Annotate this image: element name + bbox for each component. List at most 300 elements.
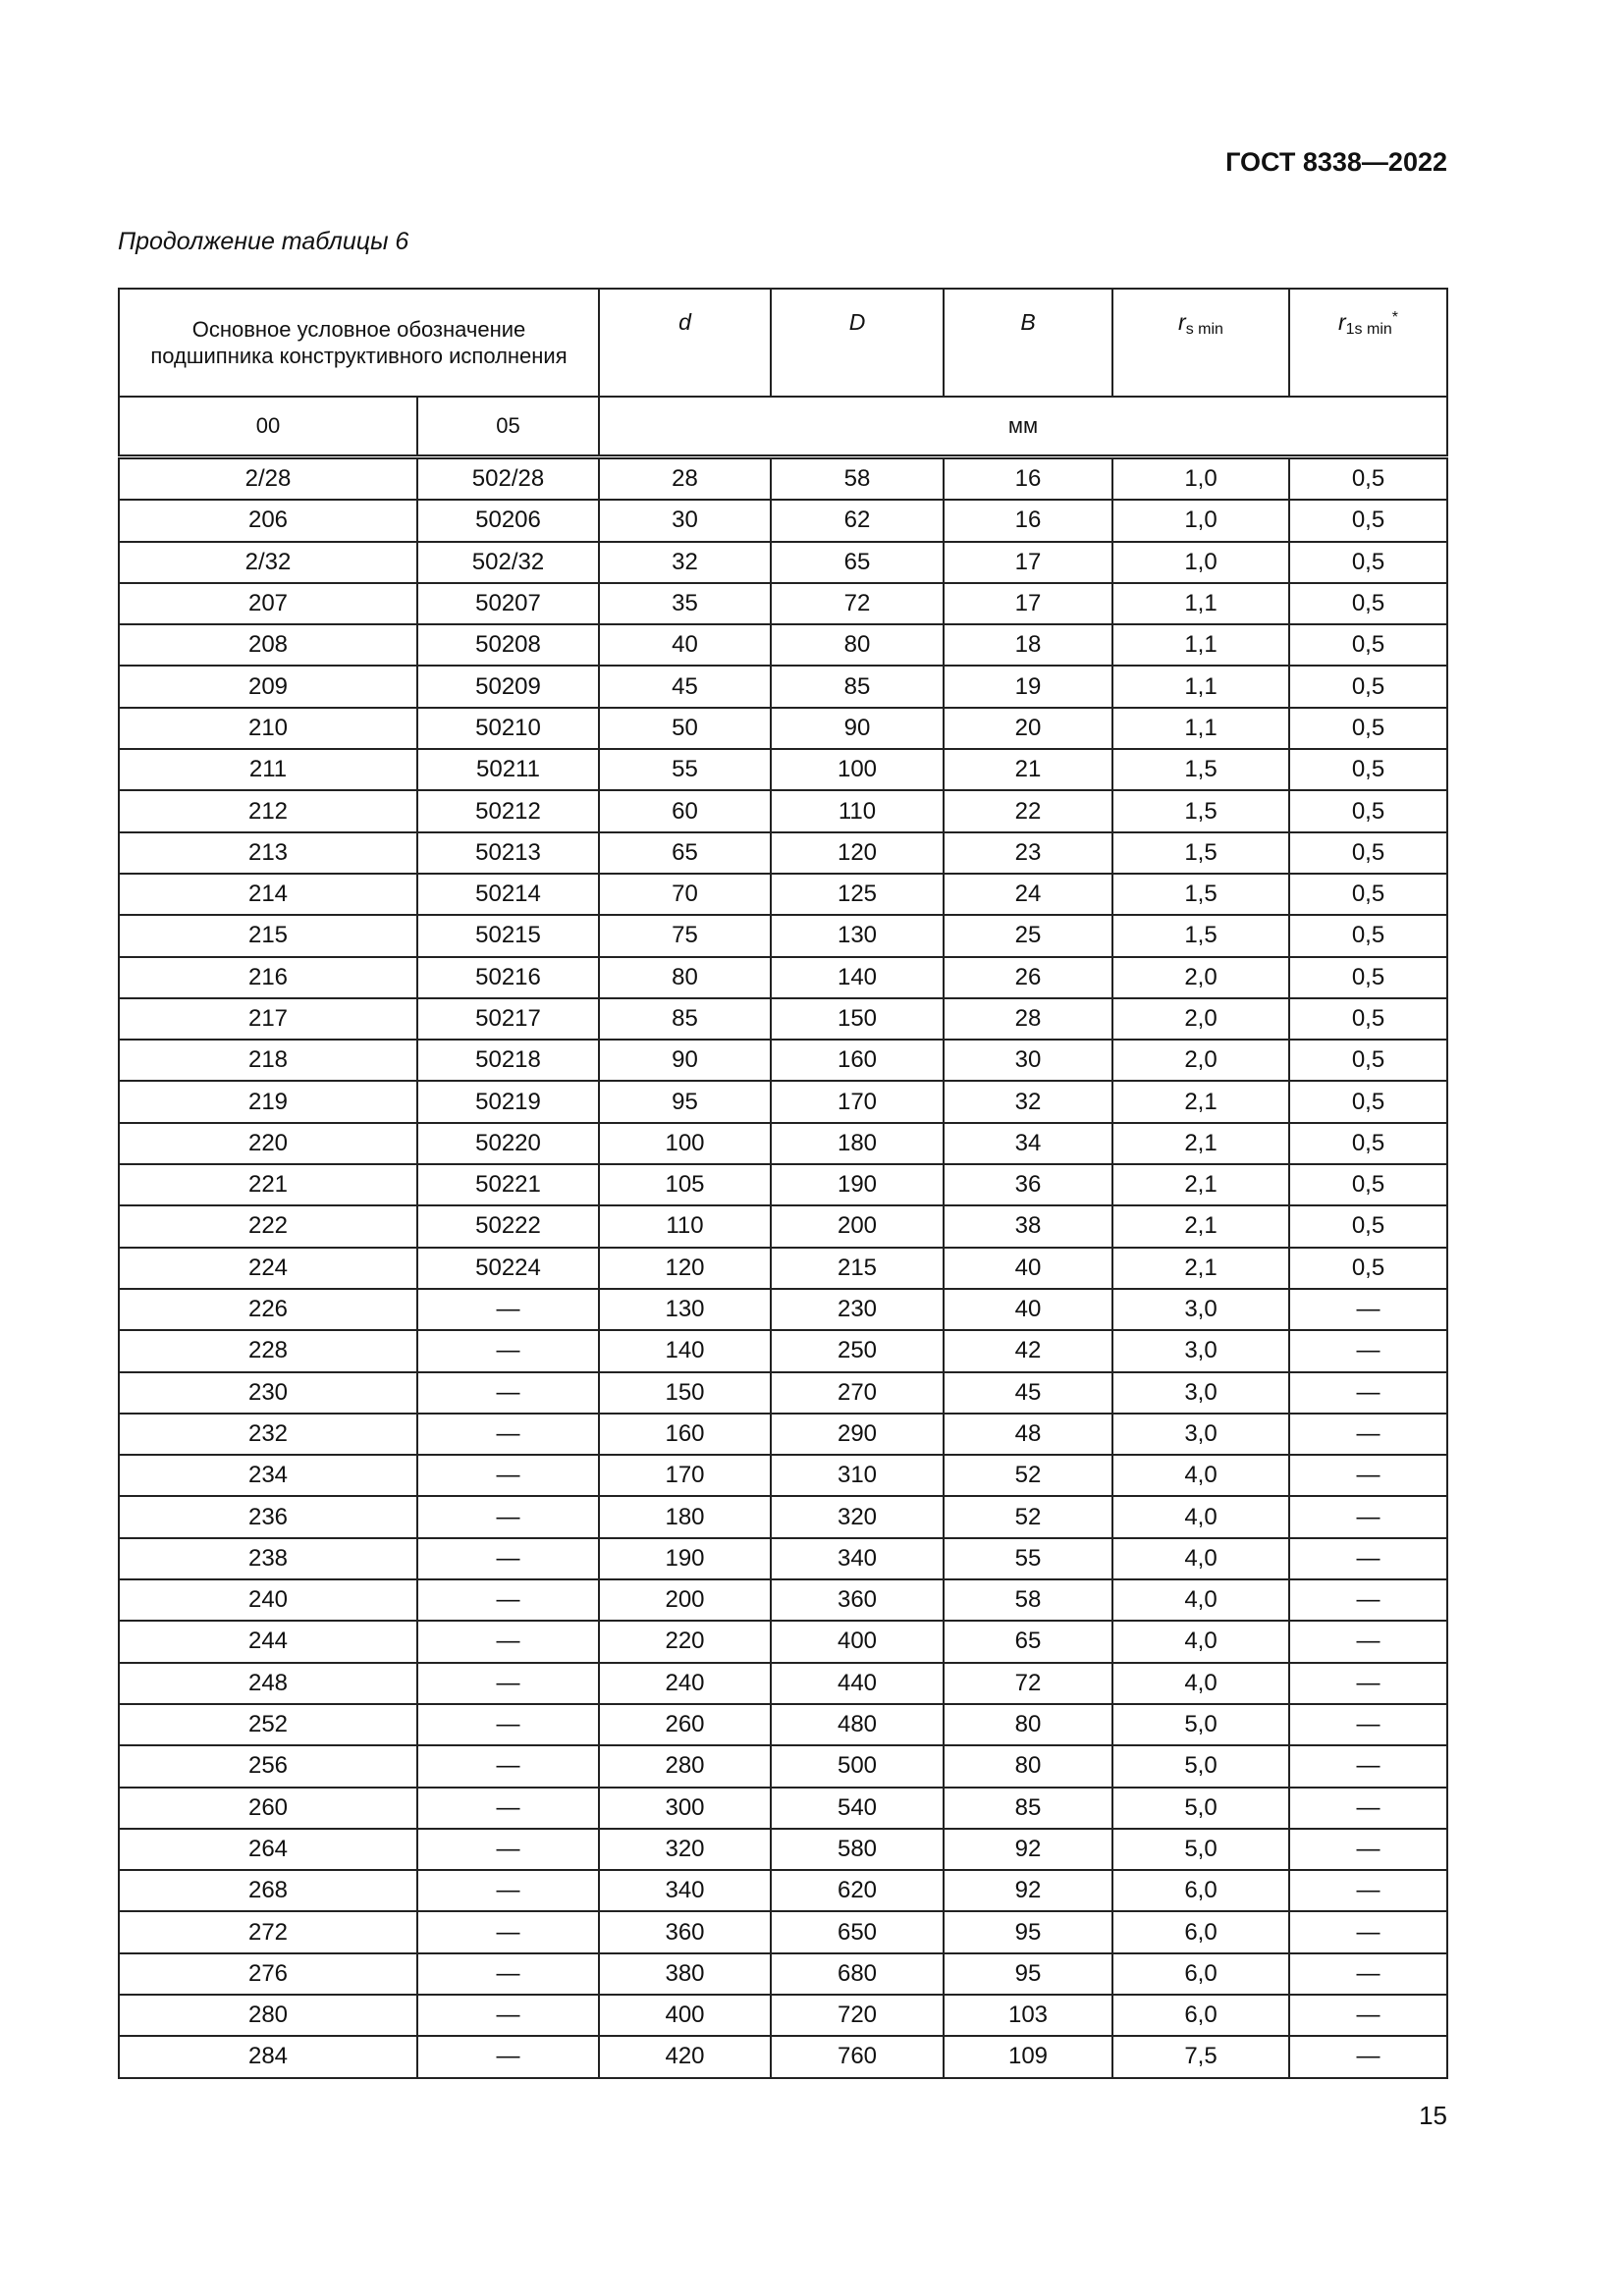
designation-05: — [417, 1414, 599, 1455]
table-row [119, 1123, 1447, 1164]
designation-05: 50207 [417, 583, 599, 624]
B-value: 23 [944, 832, 1112, 874]
table-row [119, 1040, 1447, 1081]
header-row [119, 289, 1447, 397]
designation-00: 264 [119, 1829, 417, 1870]
designation-00: 248 [119, 1663, 417, 1704]
designation-05: 50224 [417, 1248, 599, 1289]
D-value: 140 [771, 957, 944, 998]
rs-min-value: 3,0 [1112, 1372, 1289, 1414]
designation-00: 218 [119, 1040, 417, 1081]
designation-00: 214 [119, 874, 417, 915]
r1s-min-value: 0,5 [1289, 957, 1447, 998]
table-row [119, 1621, 1447, 1662]
designation-05: 50211 [417, 749, 599, 790]
designation-00: 213 [119, 832, 417, 874]
D-value: 130 [771, 915, 944, 956]
table-row [119, 2036, 1447, 2077]
table-row [119, 1870, 1447, 1911]
D-value: 500 [771, 1745, 944, 1787]
table-row [119, 1538, 1447, 1579]
B-value: 109 [944, 2036, 1112, 2077]
D-value: 760 [771, 2036, 944, 2077]
d-value: 420 [599, 2036, 771, 2077]
r1s-min-value: — [1289, 1621, 1447, 1662]
D-value: 80 [771, 624, 944, 666]
table-row [119, 832, 1447, 874]
designation-00: 210 [119, 708, 417, 749]
rs-min-value: 1,1 [1112, 583, 1289, 624]
designation-00: 220 [119, 1123, 417, 1164]
designation-05: — [417, 1496, 599, 1537]
rs-min-value: 1,1 [1112, 666, 1289, 707]
designation-05: 50210 [417, 708, 599, 749]
r1s-min-value: — [1289, 1745, 1447, 1787]
rs-min-value: 2,0 [1112, 957, 1289, 998]
designation-05: 50213 [417, 832, 599, 874]
table-row [119, 583, 1447, 624]
designation-05: 502/32 [417, 542, 599, 583]
table-row [119, 1829, 1447, 1870]
D-value: 340 [771, 1538, 944, 1579]
designation-05: 50218 [417, 1040, 599, 1081]
r1s-min-value: 0,5 [1289, 874, 1447, 915]
d-value: 28 [599, 457, 771, 501]
D-value: 125 [771, 874, 944, 915]
B-value: 34 [944, 1123, 1112, 1164]
designation-header: Основное условное обозначение подшипника конструктивного исполнения [119, 289, 599, 397]
r1s-min-value: — [1289, 1330, 1447, 1371]
d-value: 105 [599, 1164, 771, 1205]
D-value: 440 [771, 1663, 944, 1704]
designation-00: 209 [119, 666, 417, 707]
designation-05: — [417, 1621, 599, 1662]
B-value: 22 [944, 790, 1112, 831]
designation-00: 236 [119, 1496, 417, 1537]
d-value: 55 [599, 749, 771, 790]
r1s-min-value: — [1289, 1953, 1447, 1995]
subheader-00: 00 [119, 397, 417, 457]
designation-05: — [417, 1289, 599, 1330]
table-row [119, 998, 1447, 1040]
d-value: 400 [599, 1995, 771, 2036]
designation-05: — [417, 1953, 599, 1995]
B-value: 95 [944, 1953, 1112, 1995]
table-row [119, 1496, 1447, 1537]
D-value: 215 [771, 1248, 944, 1289]
D-value: 200 [771, 1205, 944, 1247]
d-value: 32 [599, 542, 771, 583]
designation-05: — [417, 1995, 599, 2036]
d-value: 60 [599, 790, 771, 831]
d-value: 40 [599, 624, 771, 666]
B-value: 55 [944, 1538, 1112, 1579]
col-header-D: D [771, 289, 944, 397]
bearing-dimensions-table [118, 288, 1448, 2079]
rs-min-value: 6,0 [1112, 1911, 1289, 1952]
B-value: 18 [944, 624, 1112, 666]
rs-min-value: 3,0 [1112, 1289, 1289, 1330]
d-value: 360 [599, 1911, 771, 1952]
B-value: 92 [944, 1829, 1112, 1870]
subheader-05: 05 [417, 397, 599, 457]
r1s-min-value: 0,5 [1289, 583, 1447, 624]
d-value: 160 [599, 1414, 771, 1455]
D-value: 170 [771, 1081, 944, 1122]
rs-min-value: 2,0 [1112, 1040, 1289, 1081]
designation-00: 252 [119, 1704, 417, 1745]
designation-05: 50221 [417, 1164, 599, 1205]
D-value: 100 [771, 749, 944, 790]
rs-min-value: 3,0 [1112, 1330, 1289, 1371]
table-row [119, 1289, 1447, 1330]
D-value: 190 [771, 1164, 944, 1205]
rs-min-value: 7,5 [1112, 2036, 1289, 2077]
designation-05: — [417, 1663, 599, 1704]
designation-05: 50208 [417, 624, 599, 666]
B-value: 103 [944, 1995, 1112, 2036]
D-value: 310 [771, 1455, 944, 1496]
designation-05: — [417, 1704, 599, 1745]
r1s-min-value: 0,5 [1289, 1248, 1447, 1289]
D-value: 110 [771, 790, 944, 831]
rs-min-value: 5,0 [1112, 1745, 1289, 1787]
col-header-d: d [599, 289, 771, 397]
r1s-min-value: 0,5 [1289, 1040, 1447, 1081]
table-row [119, 1372, 1447, 1414]
table-row [119, 457, 1447, 501]
r1s-min-value: 0,5 [1289, 790, 1447, 831]
D-value: 620 [771, 1870, 944, 1911]
table-row [119, 1330, 1447, 1371]
rs-min-value: 1,0 [1112, 457, 1289, 501]
B-value: 85 [944, 1788, 1112, 1829]
rs-min-value: 2,1 [1112, 1164, 1289, 1205]
d-value: 190 [599, 1538, 771, 1579]
D-value: 360 [771, 1579, 944, 1621]
d-value: 220 [599, 1621, 771, 1662]
B-value: 40 [944, 1248, 1112, 1289]
designation-05: 50220 [417, 1123, 599, 1164]
rs-min-value: 6,0 [1112, 1870, 1289, 1911]
r1s-min-value: 0,5 [1289, 500, 1447, 541]
B-value: 24 [944, 874, 1112, 915]
designation-00: 284 [119, 2036, 417, 2077]
rs-min-value: 4,0 [1112, 1496, 1289, 1537]
table-row [119, 542, 1447, 583]
r1s-min-value: — [1289, 1372, 1447, 1414]
designation-00: 206 [119, 500, 417, 541]
r1s-min-value: 0,5 [1289, 915, 1447, 956]
r1s-min-value: — [1289, 1455, 1447, 1496]
designation-05: 50212 [417, 790, 599, 831]
rs-min-value: 6,0 [1112, 1995, 1289, 2036]
D-value: 58 [771, 457, 944, 501]
D-value: 250 [771, 1330, 944, 1371]
d-value: 50 [599, 708, 771, 749]
B-value: 17 [944, 583, 1112, 624]
B-value: 52 [944, 1455, 1112, 1496]
designation-05: 502/28 [417, 457, 599, 501]
designation-05: — [417, 1455, 599, 1496]
designation-00: 256 [119, 1745, 417, 1787]
B-value: 65 [944, 1621, 1112, 1662]
D-value: 90 [771, 708, 944, 749]
d-value: 200 [599, 1579, 771, 1621]
rs-min-value: 4,0 [1112, 1455, 1289, 1496]
rs-min-value: 5,0 [1112, 1829, 1289, 1870]
rs-min-value: 2,0 [1112, 998, 1289, 1040]
d-value: 120 [599, 1248, 771, 1289]
B-value: 36 [944, 1164, 1112, 1205]
rs-min-value: 1,5 [1112, 915, 1289, 956]
r1s-subscript: 1s min [1345, 321, 1392, 338]
col-header-B: B [944, 289, 1112, 397]
d-value: 35 [599, 583, 771, 624]
table-row [119, 749, 1447, 790]
d-value: 75 [599, 915, 771, 956]
col-header-r1s-min [1289, 289, 1447, 397]
r1s-min-value: 0,5 [1289, 1123, 1447, 1164]
rs-min-value: 4,0 [1112, 1538, 1289, 1579]
table-row [119, 1205, 1447, 1247]
B-value: 32 [944, 1081, 1112, 1122]
table-row [119, 1164, 1447, 1205]
D-value: 65 [771, 542, 944, 583]
designation-05: — [417, 1579, 599, 1621]
table-body [119, 457, 1447, 2078]
rs-min-value: 2,1 [1112, 1123, 1289, 1164]
B-value: 21 [944, 749, 1112, 790]
designation-05: 50219 [417, 1081, 599, 1122]
designation-00: 208 [119, 624, 417, 666]
r1s-min-value: 0,5 [1289, 1081, 1447, 1122]
designation-05: — [417, 1538, 599, 1579]
r1s-min-value: — [1289, 1496, 1447, 1537]
table-row [119, 1745, 1447, 1787]
d-value: 320 [599, 1829, 771, 1870]
table-row [119, 1081, 1447, 1122]
designation-05: — [417, 2036, 599, 2077]
r1s-base: r [1337, 309, 1346, 335]
B-value: 92 [944, 1870, 1112, 1911]
rs-min-value: 2,1 [1112, 1205, 1289, 1247]
designation-05: — [417, 1870, 599, 1911]
table-row [119, 1455, 1447, 1496]
rs-min-value: 1,5 [1112, 790, 1289, 831]
designation-00: 230 [119, 1372, 417, 1414]
designation-05: — [417, 1911, 599, 1952]
B-value: 58 [944, 1579, 1112, 1621]
table-row [119, 1579, 1447, 1621]
table-row [119, 1248, 1447, 1289]
rs-min-value: 1,5 [1112, 832, 1289, 874]
designation-05: 50216 [417, 957, 599, 998]
d-value: 80 [599, 957, 771, 998]
col-header-rs-min [1112, 289, 1289, 397]
designation-00: 226 [119, 1289, 417, 1330]
rs-min-value: 3,0 [1112, 1414, 1289, 1455]
D-value: 120 [771, 832, 944, 874]
table-row [119, 708, 1447, 749]
designation-00: 2/28 [119, 457, 417, 501]
designation-00: 212 [119, 790, 417, 831]
d-value: 65 [599, 832, 771, 874]
table-row [119, 1414, 1447, 1455]
r1s-min-value: 0,5 [1289, 457, 1447, 501]
D-value: 270 [771, 1372, 944, 1414]
d-value: 170 [599, 1455, 771, 1496]
page-number: 15 [1419, 2101, 1447, 2130]
table-row [119, 1663, 1447, 1704]
rs-min-value: 1,5 [1112, 749, 1289, 790]
designation-05: 50214 [417, 874, 599, 915]
B-value: 30 [944, 1040, 1112, 1081]
designation-00: 280 [119, 1995, 417, 2036]
rs-subscript: s min [1185, 321, 1223, 338]
B-value: 95 [944, 1911, 1112, 1952]
r1s-min-value: — [1289, 1663, 1447, 1704]
rs-min-value: 1,1 [1112, 624, 1289, 666]
table-row [119, 874, 1447, 915]
D-value: 230 [771, 1289, 944, 1330]
r1s-min-value: 0,5 [1289, 1164, 1447, 1205]
designation-00: 224 [119, 1248, 417, 1289]
rs-min-value: 2,1 [1112, 1081, 1289, 1122]
B-value: 38 [944, 1205, 1112, 1247]
designation-00: 260 [119, 1788, 417, 1829]
table-row [119, 790, 1447, 831]
D-value: 480 [771, 1704, 944, 1745]
B-value: 40 [944, 1289, 1112, 1330]
designation-05: — [417, 1372, 599, 1414]
r1s-min-value: 0,5 [1289, 1205, 1447, 1247]
subheader-row [119, 397, 1447, 457]
B-value: 20 [944, 708, 1112, 749]
r1s-min-value: — [1289, 1414, 1447, 1455]
table-row [119, 915, 1447, 956]
d-value: 150 [599, 1372, 771, 1414]
B-value: 80 [944, 1704, 1112, 1745]
r1s-min-value: — [1289, 1995, 1447, 2036]
table-row [119, 500, 1447, 541]
r1s-min-value: — [1289, 1788, 1447, 1829]
r1s-min-value: 0,5 [1289, 708, 1447, 749]
B-value: 25 [944, 915, 1112, 956]
B-value: 48 [944, 1414, 1112, 1455]
designation-05: — [417, 1829, 599, 1870]
d-value: 95 [599, 1081, 771, 1122]
table-row [119, 1788, 1447, 1829]
D-value: 85 [771, 666, 944, 707]
B-value: 28 [944, 998, 1112, 1040]
r1s-min-value: — [1289, 1870, 1447, 1911]
designation-00: 272 [119, 1911, 417, 1952]
rs-min-value: 1,1 [1112, 708, 1289, 749]
r1s-footnote-mark: * [1391, 309, 1399, 326]
designation-00: 219 [119, 1081, 417, 1122]
D-value: 160 [771, 1040, 944, 1081]
B-value: 52 [944, 1496, 1112, 1537]
d-value: 260 [599, 1704, 771, 1745]
rs-min-value: 5,0 [1112, 1788, 1289, 1829]
rs-min-value: 5,0 [1112, 1704, 1289, 1745]
B-value: 17 [944, 542, 1112, 583]
designation-05: — [417, 1745, 599, 1787]
D-value: 580 [771, 1829, 944, 1870]
rs-min-value: 4,0 [1112, 1579, 1289, 1621]
rs-min-value: 6,0 [1112, 1953, 1289, 1995]
designation-00: 234 [119, 1455, 417, 1496]
rs-min-value: 4,0 [1112, 1663, 1289, 1704]
d-value: 180 [599, 1496, 771, 1537]
designation-00: 217 [119, 998, 417, 1040]
r1s-min-value: — [1289, 1289, 1447, 1330]
d-value: 70 [599, 874, 771, 915]
r1s-min-value: 0,5 [1289, 832, 1447, 874]
d-value: 240 [599, 1663, 771, 1704]
D-value: 540 [771, 1788, 944, 1829]
table-row [119, 1953, 1447, 1995]
D-value: 680 [771, 1953, 944, 1995]
d-value: 85 [599, 998, 771, 1040]
designation-00: 244 [119, 1621, 417, 1662]
designation-05: 50209 [417, 666, 599, 707]
r1s-min-value: 0,5 [1289, 749, 1447, 790]
r1s-min-value: 0,5 [1289, 542, 1447, 583]
d-value: 110 [599, 1205, 771, 1247]
d-value: 300 [599, 1788, 771, 1829]
B-value: 16 [944, 457, 1112, 501]
table-caption: Продолжение таблицы 6 [118, 228, 409, 255]
r1s-min-value: 0,5 [1289, 998, 1447, 1040]
designation-05: — [417, 1788, 599, 1829]
designation-00: 2/32 [119, 542, 417, 583]
d-value: 90 [599, 1040, 771, 1081]
designation-00: 240 [119, 1579, 417, 1621]
designation-00: 238 [119, 1538, 417, 1579]
document-number: ГОСТ 8338—2022 [1225, 147, 1447, 177]
B-value: 19 [944, 666, 1112, 707]
B-value: 42 [944, 1330, 1112, 1371]
table-row [119, 624, 1447, 666]
rs-min-value: 2,1 [1112, 1248, 1289, 1289]
r1s-min-value: — [1289, 1538, 1447, 1579]
B-value: 72 [944, 1663, 1112, 1704]
designation-00: 221 [119, 1164, 417, 1205]
rs-min-value: 1,0 [1112, 542, 1289, 583]
designation-05: 50206 [417, 500, 599, 541]
designation-00: 268 [119, 1870, 417, 1911]
rs-base: r [1178, 309, 1186, 335]
B-value: 80 [944, 1745, 1112, 1787]
designation-05: 50215 [417, 915, 599, 956]
D-value: 320 [771, 1496, 944, 1537]
D-value: 72 [771, 583, 944, 624]
designation-00: 207 [119, 583, 417, 624]
B-value: 26 [944, 957, 1112, 998]
d-value: 130 [599, 1289, 771, 1330]
d-value: 100 [599, 1123, 771, 1164]
table-row [119, 1995, 1447, 2036]
D-value: 290 [771, 1414, 944, 1455]
designation-00: 216 [119, 957, 417, 998]
unit-label: мм [599, 397, 1447, 457]
designation-05: 50217 [417, 998, 599, 1040]
r1s-min-value: — [1289, 2036, 1447, 2077]
designation-05: — [417, 1330, 599, 1371]
table-row [119, 1911, 1447, 1952]
